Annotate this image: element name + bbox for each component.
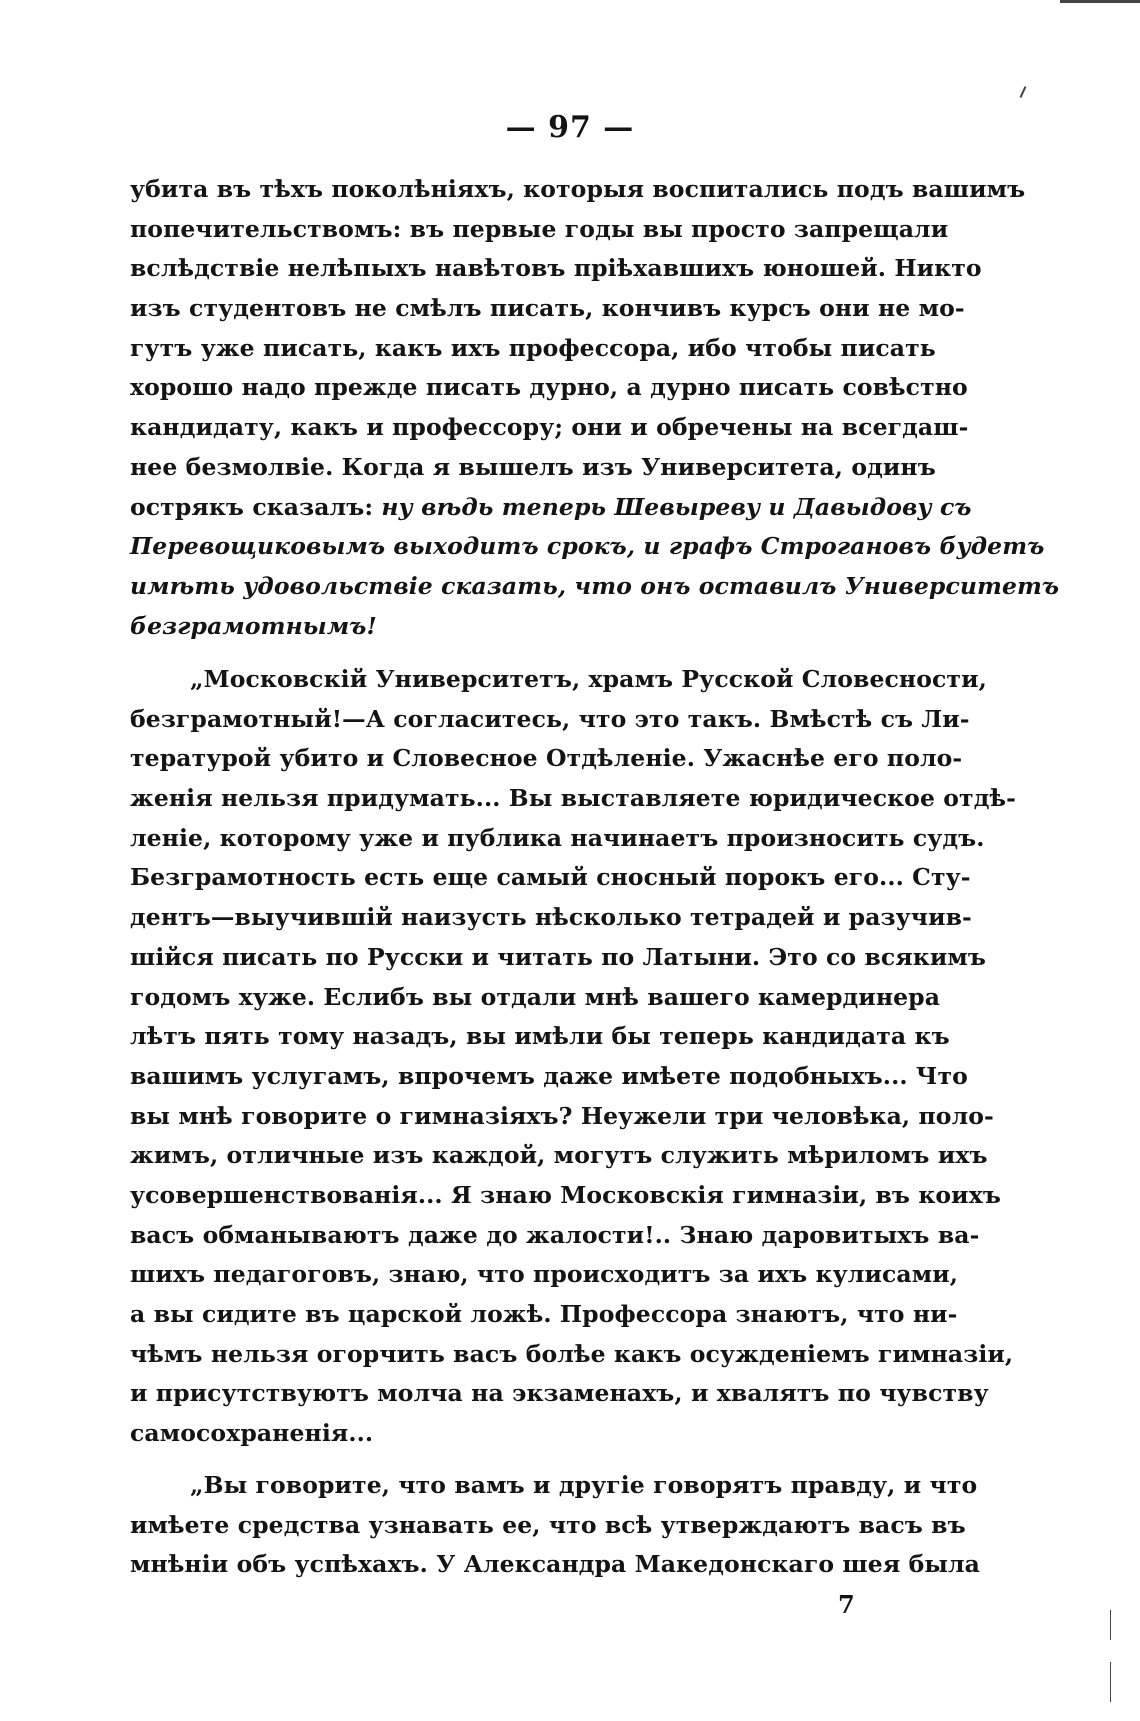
text-line: тературой убито и Словесное Отдѣленіе. Ужаснѣе его поло- — [130, 744, 963, 773]
text-line: женія нельзя придумать... Вы выставляете юридическое отдѣ- — [130, 784, 1016, 813]
text-line: и присутствуютъ молча на экзаменахъ, и хвалятъ по чувству — [130, 1379, 989, 1408]
signature-mark: 7 — [838, 1590, 855, 1619]
text-line-mixed — [130, 488, 972, 528]
scan-edge-mark — [1110, 1610, 1111, 1640]
text-line: вслѣдствіе нелѣпыхъ навѣтовъ пріѣхавшихъ юношей. Никто — [130, 254, 982, 283]
text-line: леніе, которому уже и публика начинаетъ произносить судъ. — [130, 823, 985, 852]
text-line: шійся писать по Русски и читать по Латыни. Это со всякимъ — [130, 942, 987, 971]
text-line: дентъ—выучившій наизусть нѣсколько тетрадей и разучив- — [130, 903, 972, 932]
text-line: Безграмотность есть еще самый сносный порокъ его... Сту- — [130, 863, 971, 892]
text-line: имѣете средства узнавать ее, что всѣ утверждаютъ васъ въ — [130, 1510, 966, 1539]
text-line: „Московскій Университетъ, храмъ Русской Словесности, — [190, 665, 987, 693]
text-line: изъ студентовъ не смѣлъ писать, кончивъ курсъ они не мо- — [130, 294, 965, 323]
text-line: мнѣніи объ успѣхахъ. У Александра Македонскаго шея была — [130, 1550, 981, 1579]
text-line: усовершенствованія... Я знаю Московскія гимназіи, въ коихъ — [130, 1180, 1001, 1209]
text-line: кандидату, какъ и профессору; они и обречены на всегдаш- — [130, 413, 969, 442]
text-line: безграмотный!—А согласитесь, что это такъ. Вмѣстѣ съ Ли- — [130, 704, 970, 733]
plain-text: острякъ сказалъ: — [130, 492, 382, 521]
paragraph-2 — [130, 660, 1016, 1454]
text-line: а вы сидите въ царской ложѣ. Профессора знаютъ, что ни- — [130, 1300, 958, 1328]
page-header: — 97 — — [505, 110, 635, 145]
italic-line: безграмотнымъ! — [130, 611, 377, 640]
text-line: гутъ уже писать, какъ ихъ профессора, ибо чтобы писать — [130, 333, 936, 362]
italic-line: имѣть удовольствіе сказать, что онъ оставилъ Университетъ — [130, 571, 1060, 600]
text-line: попечительствомъ: въ первые годы вы просто запрещали — [130, 214, 949, 243]
text-line: самосохраненія... — [130, 1419, 374, 1448]
scan-edge-mark — [1020, 86, 1027, 98]
text-line: вы мнѣ говорите о гимназіяхъ? Неужели три человѣка, поло- — [130, 1101, 994, 1130]
text-line: „Вы говорите, что вамъ и другіе говорятъ правду, и что — [190, 1471, 978, 1499]
text-line: чѣмъ нельзя огорчить васъ болѣе какъ осужденіемъ гимназіи, — [130, 1339, 1014, 1368]
text-line: лѣтъ пять тому назадъ, вы имѣли бы теперь кандидата къ — [130, 1022, 950, 1051]
italic-line: Перевощиковымъ выходитъ срокъ, и графъ Строгановъ будетъ — [130, 532, 1045, 561]
scan-edge-mark — [1060, 0, 1140, 3]
paragraph-3 — [130, 1466, 981, 1585]
text-line: васъ обманываютъ даже до жалости!.. Знаю даровитыхъ ва- — [130, 1220, 980, 1249]
text-line: шихъ педагоговъ, знаю, что происходитъ за ихъ кулисами, — [130, 1260, 959, 1289]
text-line: нее безмолвіе. Когда я вышелъ изъ Университета, одинъ — [130, 452, 936, 481]
text-line: хорошо надо прежде писать дурно, а дурно писать совѣстно — [130, 373, 968, 402]
scan-edge-mark — [1110, 1662, 1111, 1702]
quoted-italic-text: ну вѣдь теперь Шевыреву и Давыдову съ — [381, 492, 972, 521]
text-line: вашимъ услугамъ, впрочемъ даже имѣете подобныхъ... Что — [130, 1061, 968, 1090]
paragraph-1 — [130, 170, 1060, 646]
text-line: убита въ тѣхъ поколѣніяхъ, которыя воспитались подъ вашимъ — [130, 175, 1026, 203]
text-line: годомъ хуже. Еслибъ вы отдали мнѣ вашего камердинера — [130, 982, 941, 1011]
text-line: жимъ, отличные изъ каждой, могутъ служить мѣриломъ ихъ — [130, 1141, 988, 1170]
